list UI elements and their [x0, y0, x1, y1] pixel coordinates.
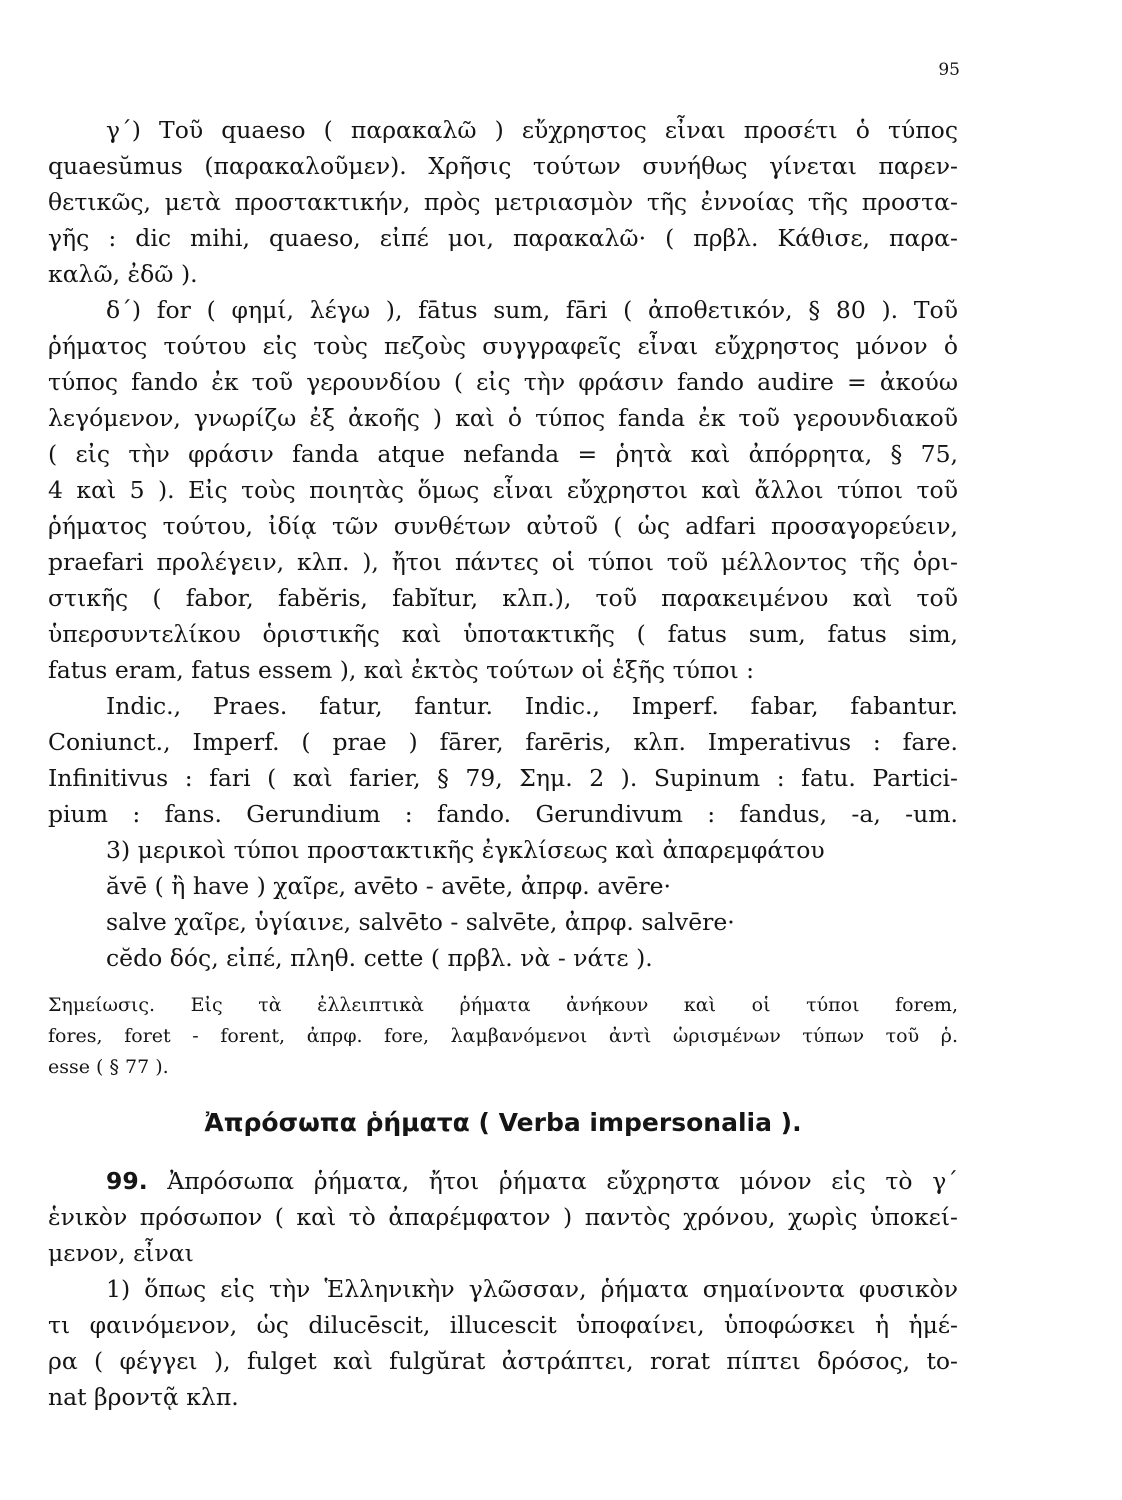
text-line: θετικῶς, μετὰ προστακτικήν, πρὸς μετριασμὸν τῆς ἐννοίας τῆς προστα- — [48, 188, 958, 216]
text-line: στικῆς ( fabor, fabĕris, fabĭtur, κλπ.), τοῦ παρακειμένου καὶ τοῦ — [48, 584, 958, 612]
text-line: cĕdo δός, εἰπέ, πληθ. cette ( πρβλ. νὰ - νάτε ). — [106, 944, 653, 972]
text-line: ῥήματος τούτου, ἰδίᾳ τῶν συνθέτων αὐτοῦ ( ὡς adfari προσαγορεύειν, — [48, 512, 958, 540]
text-line: ὑπερσυντελίκου ὁριστικῆς καὶ ὑποτακτικῆς ( fatus sum, fatus sim, — [48, 620, 958, 648]
text-line: γῆς : dic mihi, quaeso, εἰπέ μοι, παρακαλῶ· ( πρβλ. Κάθισε, παρα- — [48, 224, 958, 252]
text-line: γ΄) Τοῦ quaeso ( παρακαλῶ ) εὔχρηστος εἶναι προσέτι ὁ τύπος — [106, 116, 958, 144]
text-line: 4 καὶ 5 ). Εἰς τοὺς ποιητὰς ὅμως εἶναι εὔχρηστοι καὶ ἄλλοι τύποι τοῦ — [48, 476, 958, 504]
text-line: pium : fans. Gerundium : fando. Gerundivum : fandus, -a, -um. — [48, 800, 958, 828]
text-line: quaesŭmus (παρακαλοῦμεν). Χρῆσις τούτων συνήθως γίνεται παρεν- — [48, 152, 958, 180]
text-line: Infinitivus : fari ( καὶ farier, § 79, Σημ. 2 ). Supinum : fatu. Partici- — [48, 764, 958, 792]
text-line: καλῶ, ἐδῶ ). — [48, 260, 198, 288]
text-line: τύπος fando ἐκ τοῦ γερουνδίου ( εἰς τὴν φράσιν fando audire = ἀκούω — [48, 368, 958, 396]
text-line — [48, 1163, 958, 1199]
text-line: τι φαινόμενον, ὡς dilucēscit, illucescit ὑποφαίνει, ὑποφώσκει ἡ ἡμέ- — [48, 1311, 958, 1339]
text-line: ῥήματος τούτου εἰς τοὺς πεζοὺς συγγραφεῖς εἶναι εὔχρηστος μόνον ὁ — [48, 332, 958, 360]
text-line: fatus eram, fatus essem ), καὶ ἐκτὸς τούτων οἱ ἑξῆς τύποι : — [48, 656, 755, 684]
text-line: ρα ( φέγγει ), fulget καὶ fulgŭrat ἀστράπτει, rorat πίπτει δρόσος, to- — [48, 1347, 958, 1375]
text-line: nat βροντᾷ κλπ. — [48, 1383, 239, 1411]
text-line: 3) μερικοὶ τύποι προστακτικῆς ἐγκλίσεως καὶ ἀπαρεμφάτου — [106, 836, 825, 864]
text-line: μενον, εἶναι — [48, 1239, 194, 1267]
spacer — [48, 976, 958, 990]
text-line: λεγόμενον, γνωρίζω ἐξ ἀκοῆς ) καὶ ὁ τύπος fanda ἐκ τοῦ γερουνδιακοῦ — [48, 404, 958, 432]
section-text: Ἀπρόσωπα ῥήματα, ἤτοι ῥήματα εὔχρηστα μόνον εἰς τὸ γ΄ — [167, 1167, 958, 1195]
text-line: ( εἰς τὴν φράσιν fanda atque nefanda = ῥητὰ καὶ ἀπόρρητα, § 75, — [48, 440, 958, 468]
section-heading: Ἀπρόσωπα ῥήματα ( Verba impersonalia ). — [204, 1108, 802, 1137]
text-line: Indic., Praes. fatur, fantur. Indic., Imperf. fabar, fabantur. — [106, 692, 958, 720]
spacer — [48, 1143, 958, 1163]
section-number: 99. — [106, 1167, 148, 1195]
page-body — [48, 112, 958, 1415]
text-line: Coniunct., Imperf. ( prae ) fārer, farēris, κλπ. Imperativus : fare. — [48, 728, 958, 756]
text-line: 1) ὅπως εἰς τὴν Ἑλληνικὴν γλῶσσαν, ῥήματα σημαίνοντα φυσικὸν — [106, 1275, 958, 1303]
note-line: Σημείωσις. Εἰς τὰ ἐλλειπτικὰ ῥήματα ἀνήκουν καὶ οἱ τύποι forem, — [48, 994, 958, 1016]
text-line: salve χαῖρε, ὑγίαινε, salvēto - salvēte, ἀπρφ. salvēre· — [106, 908, 735, 936]
text-line: praefari προλέγειν, κλπ. ), ἤτοι πάντες οἱ τύποι τοῦ μέλλοντος τῆς ὁρι- — [48, 548, 958, 576]
spacer — [48, 1083, 958, 1103]
text-line: ăvē ( ἢ have ) χαῖρε, avēto - avēte, ἀπρφ. avēre· — [106, 872, 672, 900]
note-line: esse ( § 77 ). — [48, 1056, 169, 1078]
note-line: fores, foret - forent, ἀπρφ. fore, λαμβανόμενοι ἀντὶ ὡρισμένων τύπων τοῦ ῥ. — [48, 1025, 958, 1047]
text-line: ἑνικὸν πρόσωπον ( καὶ τὸ ἀπαρέμφατον ) παντὸς χρόνου, χωρὶς ὑποκεί- — [48, 1203, 958, 1231]
page-number: 95 — [938, 60, 960, 80]
text-line: δ΄) for ( φημί, λέγω ), fātus sum, fāri ( ἀποθετικόν, § 80 ). Τοῦ — [106, 296, 958, 324]
